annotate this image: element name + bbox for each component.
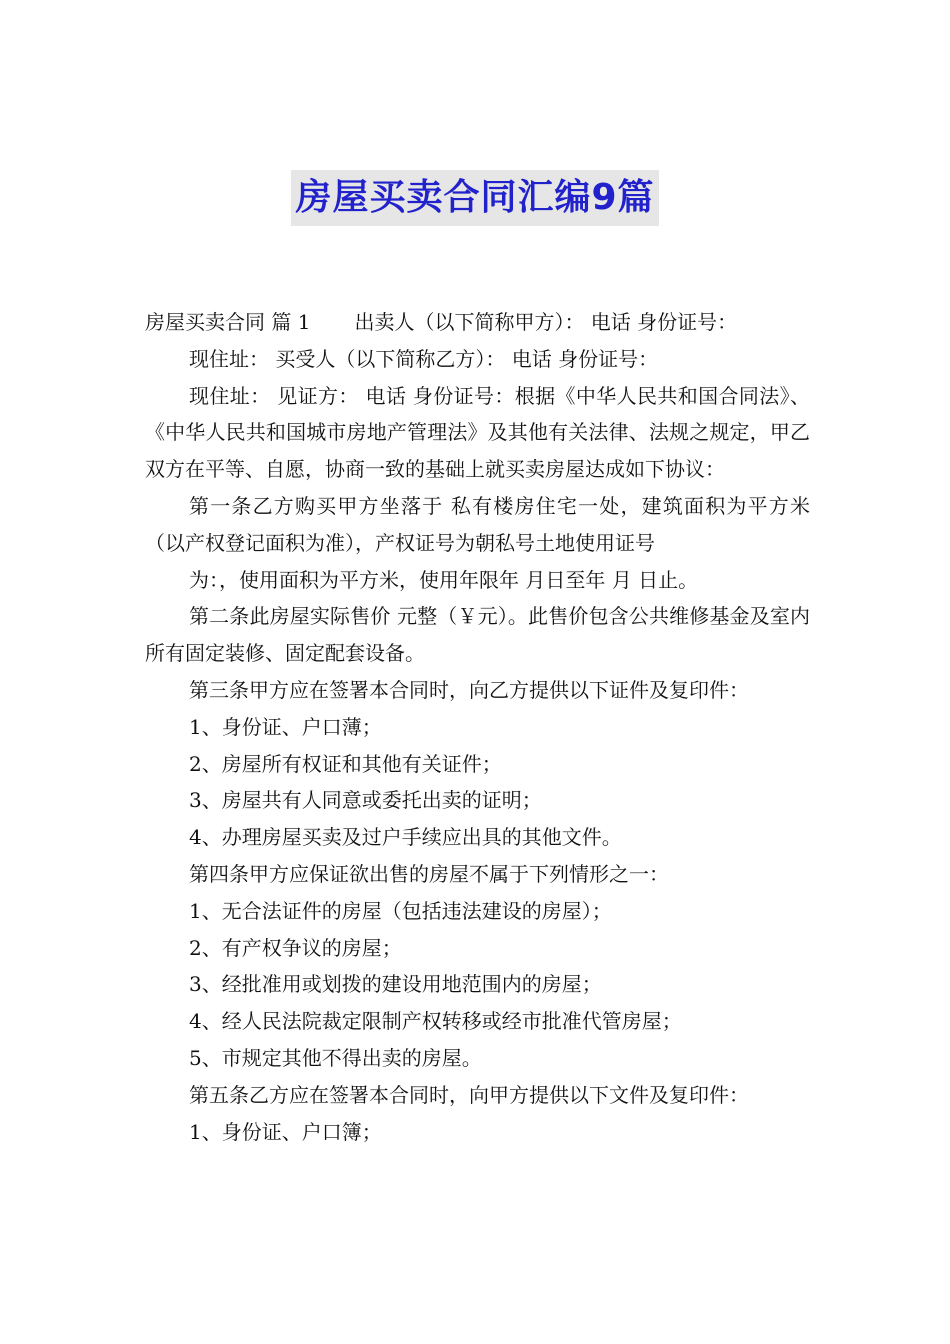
paragraph-article-1-cont: 为：，使用面积为平方米，使用年限年 月日至年 月 日止。 [189,567,699,592]
paragraph-article-4: 第四条甲方应保证欲出售的房屋不属于下列情形之一： [189,861,669,886]
document-title [0,170,950,226]
paragraph-article-2: 第二条此房屋实际售价 元整（￥元）。此售价包含公共维修基金及室内所有固定装修、固定配套设备。 [145,604,810,666]
paragraph-article-1: 第一条乙方购买甲方坐落于 私有楼房住宅一处，建筑面积为平方米（以产权登记面积为准），产权证号为朝私号土地使用证号 [145,493,810,555]
list-item: 1、无合法证件的房屋（包括违法建设的房屋）； [189,898,612,923]
list-item: 2、有产权争议的房屋； [189,935,402,960]
document-title-text: 房屋买卖合同汇编9篇 [291,170,658,226]
paragraph-article-5: 第五条乙方应在签署本合同时，向甲方提供以下文件及复印件： [189,1082,749,1107]
document-body [145,304,810,1150]
list-item: 4、经人民法院裁定限制产权转移或经市批准代管房屋； [189,1009,682,1034]
paragraph-article-3: 第三条甲方应在签署本合同时，向乙方提供以下证件及复印件： [189,677,749,702]
list-item: 2、房屋所有权证和其他有关证件； [189,751,502,776]
list-item: 5、市规定其他不得出卖的房屋。 [189,1045,482,1070]
paragraph-contract-header [145,304,810,341]
list-item: 4、办理房屋买卖及过户手续应出具的其他文件。 [189,825,622,850]
contract-number-label: 房屋买卖合同 篇 1 [145,310,311,334]
paragraph-buyer-info: 现住址： 买受人（以下简称乙方）： 电话 身份证号： [189,346,659,371]
seller-info-line: 出卖人（以下简称甲方）： 电话 身份证号： [354,310,738,334]
list-item: 3、房屋共有人同意或委托出卖的证明； [189,788,542,813]
list-item: 1、身份证、户口薄； [189,714,382,739]
list-item: 1、身份证、户口簿； [189,1119,382,1144]
paragraph-witness-preamble: 现住址： 见证方： 电话 身份证号：根据《中华人民共和国合同法》、《中华人民共和国城市房地产管理法》及其他有关法律、法规之规定，甲乙双方在平等、自愿，协商一致的基础上就买卖房屋达成如下协议： [145,383,810,482]
list-item: 3、经批准用或划拨的建设用地范围内的房屋； [189,972,602,997]
